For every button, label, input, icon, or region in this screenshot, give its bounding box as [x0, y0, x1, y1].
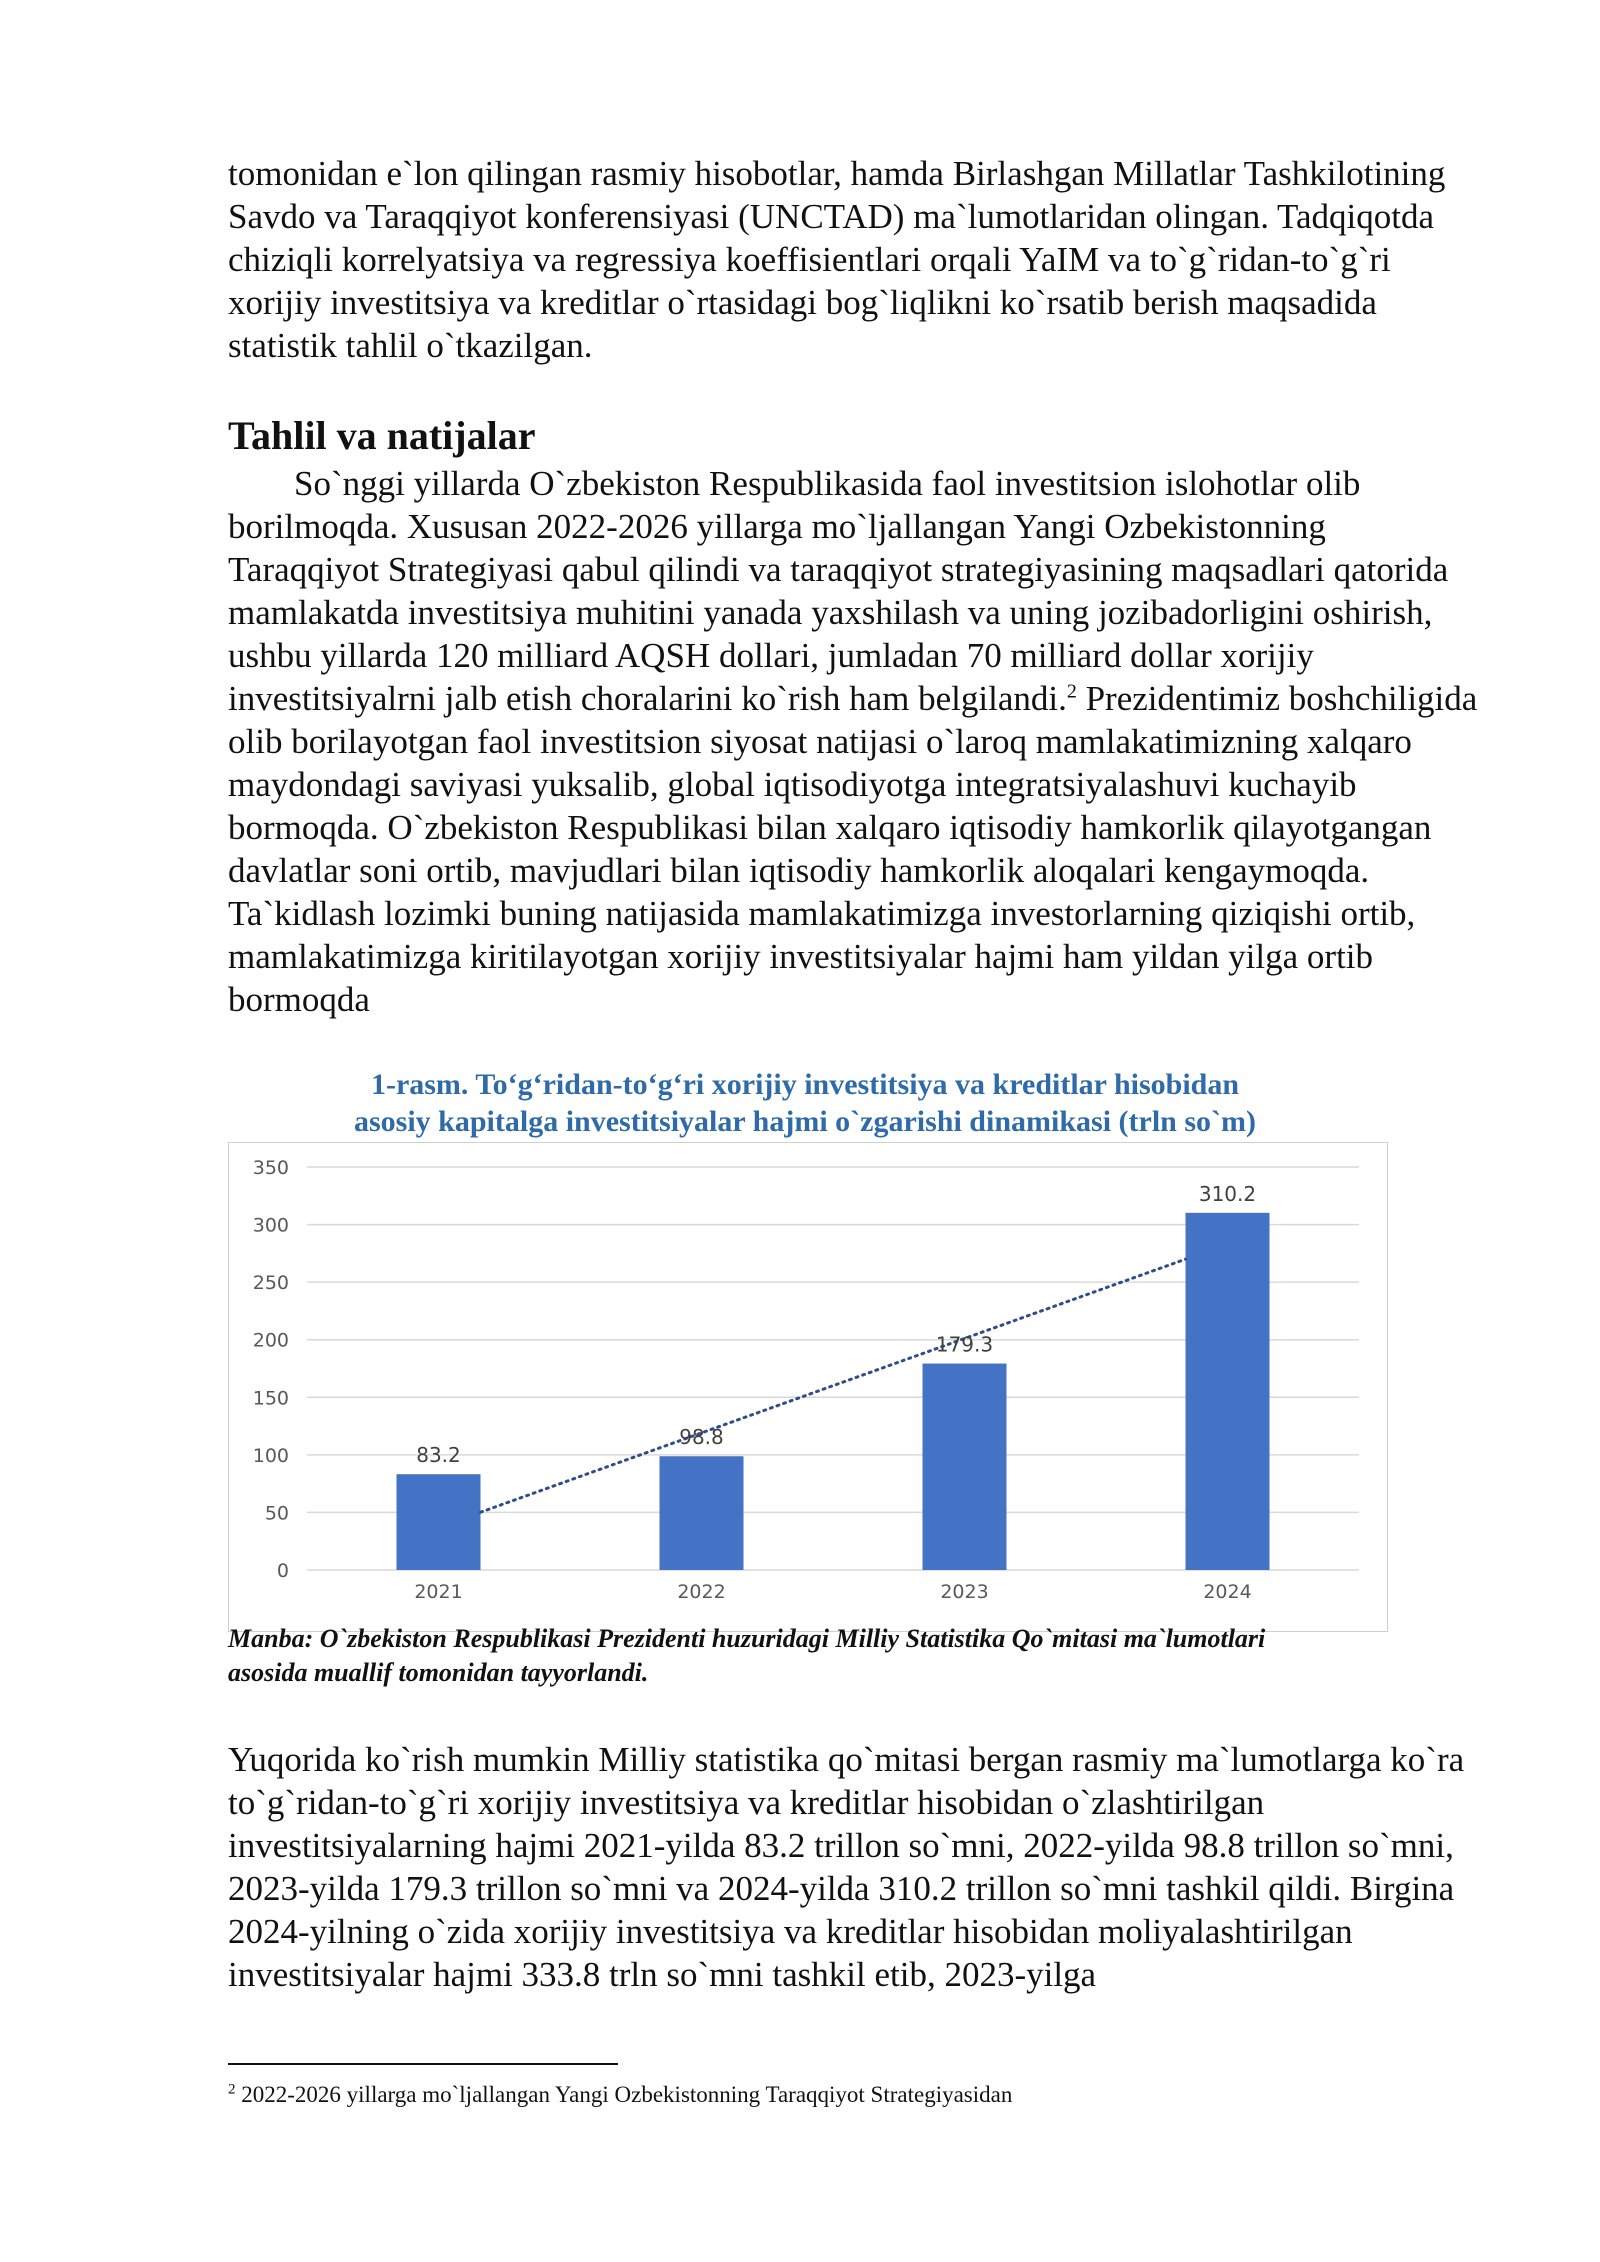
trendline — [481, 1259, 1186, 1512]
footnote-text: 2022-2026 yillarga mo`ljallangan Yangi Ozbekistonning Taraqqiyot Strategiyasidan — [235, 2082, 1013, 2107]
y-tick-label: 350 — [252, 1157, 289, 1179]
analysis-text: So`nggi yillarda O`zbekiston Respublikasida faol investitsion islohotlar olib borilmoqda. Xususan 2022-2026 yillarga mo`ljallangan Yangi Ozbekistonning Taraqqiyot Strategiyasi qabul qilindi va taraqqiyot strategiyasining maqsadlari qatorida mamlakatda investitsiya muhitini yanada yaxshilash va uning jozibadorligini oshirish, ushbu yillarda 120 milliard AQSH dollari, jumladan 70 milliard dollar xorijiy investitsiyalrni jalb etish choralarini ko`rish ham belgilandi. — [228, 464, 1449, 718]
footnote-reference[interactable]: 2 — [1066, 680, 1077, 703]
intro-paragraph: tomonidan e`lon qilingan rasmiy hisobotlar, hamda Birlashgan Millatlar Tashkilotining Savdo va Taraqqiyot konferensiyasi (UNCTAD) ma`lumotlaridan olingan. Tadqiqotda chiziqli korrelyatsiya va regressiya koeffisientlari orqali YaIM va to`g`ridan-to`g`ri xorijiy investitsiya va kreditlar o`rtasidagi bog`liqlikni ko`rsatib berish maqsadida statistik tahlil o`tkazilgan. — [228, 154, 1446, 365]
data-label: 98.8 — [679, 1425, 724, 1450]
bar — [1186, 1213, 1270, 1570]
y-tick-label: 200 — [252, 1329, 289, 1352]
figure-source-line-2: asosida muallif tomonidan tayyorlandi. — [228, 1658, 649, 1687]
x-tick-label: 2021 — [414, 1581, 463, 1603]
footnote — [228, 2080, 1012, 2110]
chart-canvas — [229, 1143, 1389, 1633]
bar — [923, 1364, 1007, 1570]
data-label: 179.3 — [935, 1332, 994, 1357]
y-tick-label: 0 — [276, 1560, 289, 1582]
y-tick-label: 250 — [252, 1272, 289, 1295]
figure-title-line-2: asosiy kapitalga investitsiyalar hajmi o`zgarishi dinamikasi (trln so`m) — [354, 1105, 1256, 1138]
x-tick-label: 2024 — [1203, 1581, 1252, 1603]
analysis-paragraph — [228, 462, 1478, 1021]
x-tick-label: 2023 — [940, 1581, 989, 1603]
result-paragraph: Yuqorida ko`rish mumkin Milliy statistika qo`mitasi bergan rasmiy ma`lumotlarga ko`ra to`g`ridan-to`g`ri xorijiy investitsiya va kreditlar hisobidan o`zlashtirilgan investitsiyalarning hajmi 2021-yilda 83.2 trillon so`mni, 2022-yilda 98.8 trillon so`mni, 2023-yilda 179.3 trillon so`mni va 2024-yilda 310.2 trillon so`mni tashkil qildi. Birgina 2024-yilning o`zida xorijiy investitsiya va kreditlar hisobidan moliyalashtirilgan investitsiyalar hajmi 333.8 trln so`mni tashkil etib, 2023-yilga — [228, 1740, 1465, 1994]
data-label: 310.2 — [1198, 1181, 1257, 1206]
bar — [660, 1456, 744, 1570]
analysis-text-continued: Prezidentimiz boshchiligida olib borilayotgan faol investitsion siyosat natijasi o`laroq mamlakatimizning xalqaro maydondagi saviyasi yuksalib, global iqtisodiyotga integratsiyalashuvi kuchayib bormoqda. O`zbekiston Respublikasi bilan xalqaro iqtisodiy hamkorlik qilayotgangan davlatlar soni ortib, mavjudlari bilan iqtisodiy hamkorlik aloqalari kengaymoqda. Ta`kidlash lozimki buning natijasida mamlakatimizga investorlarning qiziqishi ortib, mamlakatimizga kiritilayotgan xorijiy investitsiyalar hajmi ham yildan yilga ortib bormoqda — [228, 679, 1478, 1019]
bar — [397, 1474, 481, 1570]
figure-title-line-1: 1-rasm. To‘g‘ridan-to‘g‘ri xorijiy investitsiya va kreditlar hisobidan — [370, 1068, 1240, 1101]
y-tick-label: 100 — [252, 1444, 289, 1467]
figure-source-line-1: Manba: O`zbekiston Respublikasi Prezidenti huzuridagi Milliy Statistika Qo`mitasi ma`lumotlari — [228, 1624, 1266, 1653]
section-heading: Tahlil va natijalar — [228, 413, 536, 458]
y-tick-label: 150 — [252, 1387, 289, 1410]
footnote-number: 2 — [228, 2081, 236, 2098]
y-tick-label: 300 — [252, 1214, 289, 1237]
y-tick-label: 50 — [264, 1502, 289, 1525]
bar-chart — [228, 1142, 1388, 1632]
data-label: 83.2 — [416, 1443, 461, 1468]
footnote-separator — [228, 2063, 618, 2065]
x-tick-label: 2022 — [677, 1581, 726, 1603]
